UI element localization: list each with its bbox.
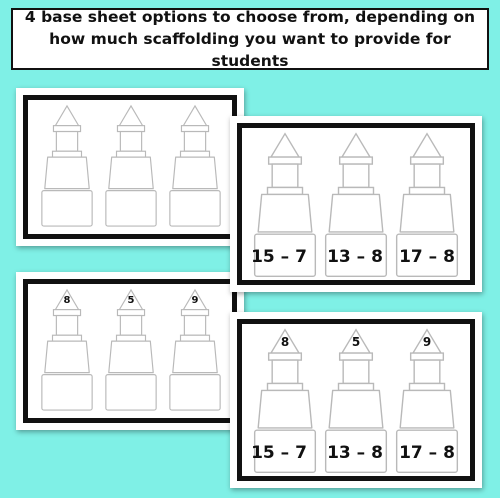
- roof-number: 8: [280, 335, 290, 349]
- tower-outline: [38, 102, 96, 230]
- equation-text: 13 – 8: [327, 443, 383, 463]
- roof-number: 5: [127, 295, 135, 306]
- sheet-roof-numbers: [16, 272, 244, 430]
- equation-text: 15 – 7: [251, 247, 307, 267]
- equation-text: 15 – 7: [251, 443, 307, 463]
- equation-text: 13 – 8: [327, 247, 383, 267]
- banner: [11, 8, 489, 70]
- equation-text: 17 – 8: [399, 443, 455, 463]
- banner-line-2: how much scaffolding you want to provide for students: [49, 30, 451, 70]
- sheet-blank: [16, 88, 244, 246]
- sheet-equations: [230, 116, 482, 292]
- tower-graphic: [38, 286, 96, 414]
- roof-number: 5: [351, 335, 361, 349]
- equation-text: 17 – 8: [399, 247, 455, 267]
- tower-graphic: [166, 286, 224, 414]
- tower-outline: [166, 102, 224, 230]
- roof-number: 8: [63, 295, 71, 306]
- tower-graphic: [166, 102, 224, 230]
- sheet-full: [230, 312, 482, 488]
- roof-number: 9: [422, 335, 432, 349]
- tower-graphic: [102, 286, 160, 414]
- roof-number: 9: [191, 295, 199, 306]
- tower-graphic: [102, 102, 160, 230]
- tower-outline: [102, 102, 160, 230]
- banner-line-1: 4 base sheet options to choose from, depending on: [24, 8, 476, 26]
- tower-graphic: [38, 102, 96, 230]
